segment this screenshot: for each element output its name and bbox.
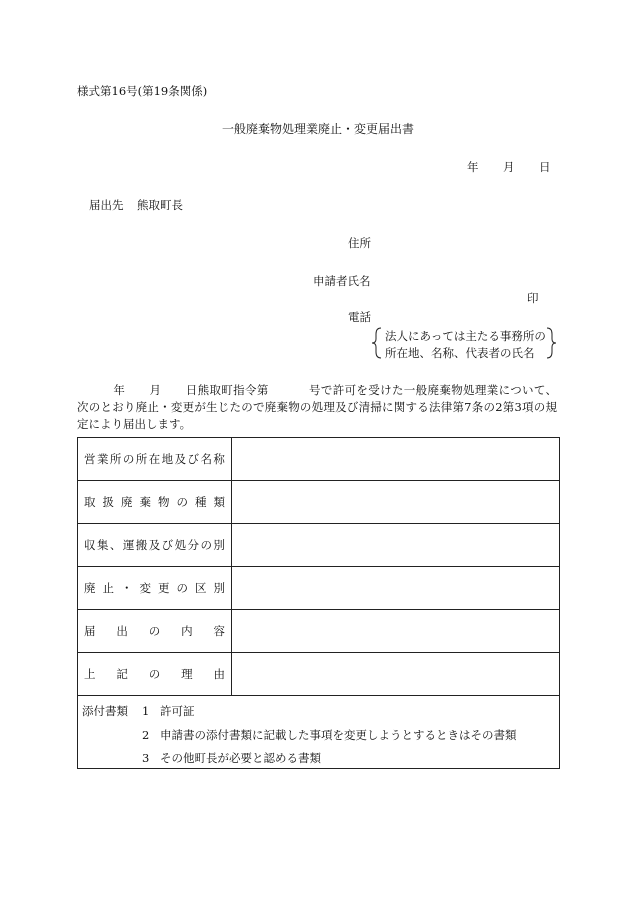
label-char: び [187, 452, 199, 466]
row-value-change-category[interactable] [232, 567, 560, 610]
label-char: 由 [213, 667, 225, 681]
label-char: 及 [174, 452, 187, 466]
attachments-label: 添付書類 [82, 704, 128, 718]
label-char: 営 [84, 452, 96, 466]
attachment-item [142, 750, 321, 766]
label-char: ・ [121, 581, 133, 595]
label-char: 止 [102, 581, 114, 595]
label-char: の [148, 624, 161, 638]
corporate-note [371, 326, 557, 360]
applicant-name-label: 申請者氏名 [313, 274, 371, 288]
label-char: 所 [135, 452, 148, 466]
label-char: 称 [213, 452, 225, 466]
date-year-label: 年 [467, 160, 479, 174]
label-char: 棄 [139, 495, 151, 509]
addressee-label: 届出先 [89, 198, 124, 212]
attachment-number: 1 [142, 704, 150, 718]
label-char: 届 [84, 624, 96, 638]
label-char: 別 [213, 581, 225, 595]
attachment-number: 2 [142, 728, 150, 742]
addressee-value: 熊取町長 [137, 198, 183, 212]
row-value-waste-type[interactable] [232, 481, 560, 524]
details-table [77, 437, 560, 769]
label-char: 上 [84, 667, 96, 681]
row-label-waste-type [78, 494, 231, 510]
attachments-row [78, 696, 560, 769]
label-char: 業 [96, 452, 109, 466]
row-value-reason[interactable] [232, 653, 560, 696]
date-month-label: 月 [503, 160, 515, 174]
label-char: 収 [84, 538, 96, 552]
form-number: 様式第16号(第19条関係) [77, 84, 208, 98]
label-char: 変 [139, 581, 151, 595]
attachment-text: 許可証 [160, 704, 195, 718]
label-char: 廃 [121, 495, 133, 509]
form-title: 一般廃棄物処理業廃止・変更届出書 [222, 122, 415, 136]
label-char: 分 [187, 538, 199, 552]
statement-day-part: 日熊取町指令第 [185, 383, 269, 397]
label-char: 理 [181, 667, 193, 681]
statement-rest: 号で許可を受けた一般廃棄物処理業について、次のとおり廃止・変更が生じたので廃棄物の処理及び清掃に関する法律第7条の2第3項の規定により届出します。 [77, 383, 558, 431]
row-value-service-type[interactable] [232, 524, 560, 567]
label-char: 区 [195, 581, 207, 595]
label-char: 地 [161, 452, 174, 466]
table-row [78, 481, 560, 524]
table-row [78, 653, 560, 696]
date-day-label: 日 [539, 160, 551, 174]
row-label-change-category [78, 580, 231, 596]
label-char: の [176, 495, 188, 509]
label-char: 及 [148, 538, 161, 552]
attachment-text: 申請書の添付書類に記載した事項を変更しようとするときはその書類 [160, 728, 517, 742]
label-char: 運 [122, 538, 135, 552]
label-char: の [200, 538, 212, 552]
label-char: び [161, 538, 174, 552]
label-char: 出 [116, 624, 128, 638]
label-char: 扱 [102, 495, 114, 509]
corporate-note-line-1: 法人にあっては主たる事務所の [385, 329, 546, 343]
label-char: 類 [213, 495, 225, 509]
table-row [78, 438, 560, 481]
table-row [78, 610, 560, 653]
label-char: 取 [84, 495, 96, 509]
label-char: 、 [109, 538, 122, 552]
attachment-item [142, 727, 517, 743]
applicant-phone-label: 電話 [348, 310, 371, 324]
label-char: 所 [109, 452, 122, 466]
row-label-office [78, 451, 231, 467]
row-label-service-type [78, 537, 231, 553]
label-char: 廃 [84, 581, 96, 595]
row-value-content[interactable] [232, 610, 560, 653]
seal-mark: 印 [527, 291, 539, 305]
statement-year: 年 [113, 383, 126, 397]
attachment-item [142, 703, 195, 719]
label-char: 集 [96, 538, 109, 552]
label-char: 物 [158, 495, 170, 509]
label-char: 在 [148, 452, 161, 466]
table-row [78, 567, 560, 610]
row-label-content [78, 623, 231, 639]
attachments-cell [78, 696, 560, 769]
label-char: 種 [195, 495, 207, 509]
label-char: 別 [213, 538, 225, 552]
applicant-address-label: 住所 [348, 236, 371, 250]
row-value-office[interactable] [232, 438, 560, 481]
table-row [78, 524, 560, 567]
label-char: の [148, 667, 161, 681]
attachment-text: その他町長が必要と認める書類 [160, 751, 321, 765]
label-char: 容 [213, 624, 225, 638]
attachment-number: 3 [142, 751, 150, 765]
label-char: 処 [174, 538, 187, 552]
statement-month: 月 [149, 383, 162, 397]
label-char: の [122, 452, 135, 466]
notification-statement [77, 382, 557, 433]
row-label-reason [78, 666, 231, 682]
label-char: 名 [200, 452, 212, 466]
label-char: 搬 [135, 538, 148, 552]
label-char: 記 [116, 667, 128, 681]
label-char: 更 [158, 581, 170, 595]
label-char: 内 [181, 624, 193, 638]
corporate-note-line-2: 所在地、名称、代表者の氏名 [385, 346, 535, 360]
label-char: の [176, 581, 188, 595]
